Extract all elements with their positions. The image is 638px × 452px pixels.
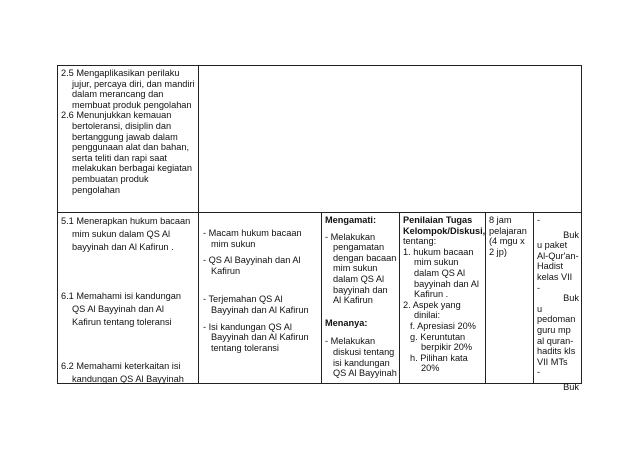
menanya-title: Menanya: bbox=[325, 317, 368, 328]
table-border-right bbox=[581, 65, 582, 384]
penilaian-item-2: 2. Aspek yang dinilai: bbox=[403, 299, 461, 321]
sumber-3a: Buk bbox=[563, 381, 579, 392]
sumber-dash: - bbox=[537, 282, 541, 293]
table-row-divider bbox=[57, 212, 582, 213]
materi-item: - QS Al Bayyinah dan Al Kafirun bbox=[203, 255, 301, 276]
sumber-cell bbox=[537, 215, 579, 393]
penilaian-item-h: h. Pilihan kata 20% bbox=[410, 352, 468, 374]
materi-item: - Macam hukum bacaan mim sukun bbox=[203, 228, 302, 249]
table-col-divider bbox=[533, 213, 534, 384]
top-left-cell bbox=[61, 68, 195, 195]
sumber-2b: u pedoman guru mp al quran-hadits kls VII MTs bbox=[537, 303, 576, 367]
kegiatan-cell bbox=[325, 215, 397, 379]
kd-6-1: 6.1 Memahami isi kandungan QS Al Bayyinah dan Al Kafirun tentang toleransi bbox=[61, 291, 182, 327]
kd-cell bbox=[61, 215, 195, 386]
waktu-cell bbox=[489, 215, 531, 257]
menanya-text: - Melakukan diskusi tentang isi kandungan QS Al Bayyinah bbox=[325, 336, 397, 379]
materi-item: - Terjemahan QS Al Bayyinah dan Al Kafirun bbox=[203, 294, 309, 315]
waktu-text: 8 jam pelajaran (4 mgu x 2 jp) bbox=[489, 215, 527, 257]
table-col-divider bbox=[321, 213, 322, 384]
sumber-2a: Buk bbox=[563, 293, 579, 304]
table-border-left bbox=[57, 65, 58, 384]
penilaian-tentang: tentang: bbox=[403, 236, 437, 247]
table-border-top bbox=[57, 65, 582, 66]
syllabus-table bbox=[57, 65, 582, 392]
mengamati-text: - Melakukan pengamatan dengan bacaan mim sukun dalam QS Al bayyinah dan Al Kafirun bbox=[325, 231, 397, 306]
kd-5-1: 5.1 Menerapkan hukum bacaan mim sukun dalam QS Al bayyinah dan Al Kafirun . bbox=[61, 216, 191, 252]
item-2-6: 2.6 Menunjukkan kemauan bertoleransi, disiplin dan bertanggung jawab dalam penggunaan alat dan bahan, serta teliti dan rapi saat melakukan berbagai kegiatan pembuatan produk pengolahan bbox=[61, 110, 193, 195]
mengamati-title: Mengamati: bbox=[325, 215, 377, 225]
sumber-dash: - bbox=[537, 215, 541, 225]
sumber-1b: u paket Al-Qur'an-Hadist kelas VII bbox=[537, 240, 579, 282]
materi-cell bbox=[203, 228, 319, 353]
penilaian-item-g: g. Keruntutan berpikir 20% bbox=[410, 331, 473, 353]
table-col-divider bbox=[399, 213, 400, 384]
sumber-1a: Buk bbox=[563, 229, 579, 240]
penilaian-cell bbox=[403, 215, 486, 374]
sumber-dash: - bbox=[537, 367, 541, 378]
table-col-divider bbox=[198, 65, 199, 384]
kd-6-2: 6.2 Memahami keterkaitan isi kandungan QS Al Bayyinah bbox=[61, 361, 184, 384]
table-col-divider bbox=[485, 213, 486, 384]
item-2-5: 2.5 Mengaplikasikan perilaku jujur, percaya diri, dan mandiri dalam merancang dan membuat produk pengolahan bbox=[61, 68, 195, 110]
penilaian-title: Penilaian Tugas Kelompok/Diskusi, bbox=[403, 215, 486, 236]
materi-item: - Isi kandungan QS Al Bayyinah dan Al Kafirun tentang toleransi bbox=[203, 321, 309, 353]
penilaian-item-1: 1. hukum bacaan mim sukun dalam QS Al bayyinah dan Al Kafirun . bbox=[403, 246, 479, 300]
penilaian-item-f: f. Apresiasi 20% bbox=[410, 320, 476, 331]
